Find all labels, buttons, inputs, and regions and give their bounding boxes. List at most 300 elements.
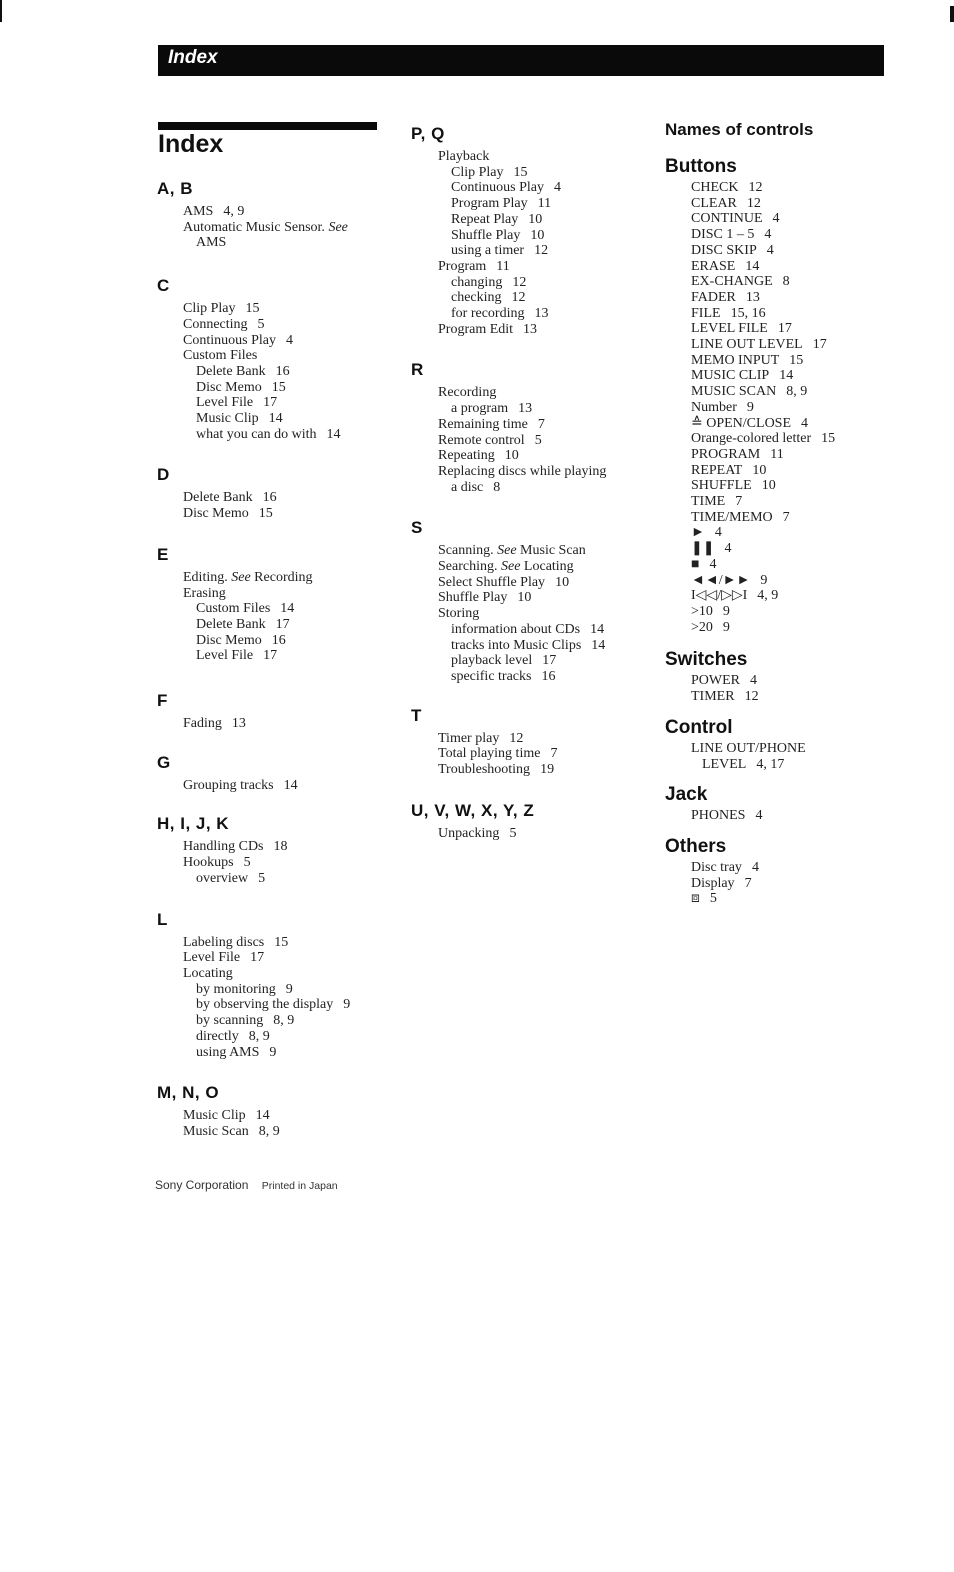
index-entry — [157, 411, 387, 427]
page-number: 5 — [709, 891, 717, 907]
entry-term-continued: Locating — [520, 559, 574, 575]
page-number: 16 — [541, 668, 556, 684]
footer — [155, 1178, 338, 1192]
page-number: 17 — [777, 321, 792, 337]
names-of-controls-column — [662, 120, 922, 907]
page-number: 5 — [509, 825, 517, 841]
control-name: Disc tray — [691, 859, 742, 875]
control-name: LINE OUT LEVEL — [691, 337, 803, 353]
control-entry — [662, 447, 922, 463]
index-section — [411, 123, 646, 337]
page-number: 17 — [250, 950, 265, 966]
control-name: DISC SKIP — [691, 242, 757, 258]
index-entry — [157, 1029, 387, 1045]
section-letter-heading: F — [157, 691, 168, 711]
header-bar — [158, 45, 884, 76]
entry-term: by observing the display — [196, 997, 334, 1013]
see-reference: See — [497, 543, 517, 559]
index-entry — [157, 1124, 387, 1140]
page-number: 4 — [714, 525, 722, 541]
index-entry — [411, 149, 646, 165]
entry-term: Storing — [438, 606, 480, 622]
index-entry — [157, 1108, 387, 1124]
index-entry — [411, 212, 646, 228]
index-entry — [411, 653, 646, 669]
page-number: 12 — [744, 689, 759, 705]
index-entry — [411, 322, 646, 338]
page-number: 12 — [746, 195, 761, 211]
control-name: ≙ OPEN/CLOSE — [691, 415, 792, 431]
index-section — [157, 464, 387, 521]
index-section — [157, 690, 387, 732]
index-entry — [157, 220, 387, 236]
entry-list — [157, 716, 387, 732]
page-number: 4, 9 — [223, 204, 245, 219]
page-number: 9 — [760, 572, 768, 588]
control-entry — [662, 557, 922, 573]
page-number: 14 — [283, 777, 298, 793]
entry-term: directly — [196, 1028, 239, 1044]
page-number: 13 — [518, 401, 533, 417]
section-letter-heading: T — [411, 705, 422, 725]
entry-term: Editing. — [183, 569, 232, 585]
control-name: PROGRAM — [691, 446, 761, 462]
section-letter-heading: L — [157, 909, 168, 929]
entry-term: a program — [451, 401, 509, 417]
page-number: 15 — [513, 164, 528, 180]
entry-term: Unpacking — [438, 825, 500, 841]
entry-term: Program Play — [451, 196, 528, 212]
control-name: TIME — [691, 494, 726, 510]
control-entry — [662, 510, 922, 526]
index-section — [411, 517, 646, 684]
control-name: ◄◄/►► — [691, 572, 751, 588]
entry-term: Music Clip — [183, 1108, 246, 1124]
entry-term: Recording — [438, 385, 497, 401]
index-entry — [157, 235, 387, 251]
page-number: 5 — [243, 855, 251, 871]
entry-term: Automatic Music Sensor. — [183, 219, 329, 235]
page-number: 11 — [770, 446, 784, 462]
entry-term: Level File — [196, 648, 254, 664]
section-letter-heading: C — [157, 276, 170, 296]
control-name: FILE — [691, 305, 721, 321]
entry-term: Clip Play — [183, 301, 236, 317]
index-entry — [157, 586, 387, 602]
control-entry — [662, 588, 922, 604]
page-number: 9 — [269, 1044, 277, 1060]
page-number: 14 — [779, 368, 794, 384]
entry-term: tracks into Music Clips — [451, 637, 582, 653]
index-section — [157, 275, 387, 442]
entry-term: using AMS — [196, 1044, 260, 1060]
page-number: 13 — [231, 716, 246, 732]
page-number: 7 — [735, 494, 743, 510]
control-name: TIME/MEMO — [691, 509, 773, 525]
index-entry — [411, 731, 646, 747]
page-number: 17 — [263, 648, 278, 664]
entry-term: Labeling discs — [183, 934, 265, 950]
title-rule — [158, 122, 377, 130]
page-number: 15 — [789, 352, 804, 368]
page-number: 9 — [746, 399, 754, 415]
page-number: 8, 9 — [273, 1013, 295, 1029]
entry-term: Handling CDs — [183, 839, 264, 855]
index-entry — [411, 243, 646, 259]
entry-term: Fading — [183, 716, 222, 732]
control-entry — [662, 384, 922, 400]
control-name: CONTINUE — [691, 211, 763, 227]
control-entry — [662, 689, 922, 705]
page-number: 17 — [275, 616, 290, 632]
index-entry — [411, 559, 646, 575]
index-entry — [411, 385, 646, 401]
control-entry — [662, 525, 922, 541]
control-name: ⧈ — [691, 891, 700, 907]
page-number: 4 — [751, 859, 759, 875]
control-name: Number — [691, 399, 737, 415]
control-entry — [662, 274, 922, 290]
control-entry — [662, 860, 922, 876]
entry-list — [157, 839, 387, 886]
entry-term: Connecting — [183, 316, 248, 332]
entry-term: Shuffle Play — [438, 590, 508, 606]
control-entry — [662, 891, 922, 907]
controls-group-heading: Jack — [665, 784, 708, 806]
control-entry — [662, 290, 922, 306]
control-entry — [662, 196, 922, 212]
entry-term: Continuous Play — [451, 180, 544, 196]
section-letter-heading: A, B — [157, 179, 193, 198]
index-section — [411, 705, 646, 778]
page-number: 17 — [542, 653, 557, 669]
index-entry — [411, 275, 646, 291]
entry-term: Level File — [183, 950, 241, 966]
entry-term: Select Shuffle Play — [438, 574, 546, 590]
page-number: 5 — [257, 316, 265, 332]
entry-term: Delete Bank — [196, 363, 266, 379]
control-entry — [662, 494, 922, 510]
index-entry — [157, 1045, 387, 1061]
control-entry — [662, 573, 922, 589]
control-entry — [662, 431, 922, 447]
entry-term: Timer play — [438, 730, 500, 746]
page-number: 10 — [761, 478, 776, 494]
index-entry — [157, 982, 387, 998]
control-name: >20 — [691, 619, 713, 635]
control-entry — [662, 243, 922, 259]
page-number: 13 — [523, 321, 538, 337]
control-name: EX-CHANGE — [691, 274, 773, 290]
control-name: ► — [691, 525, 705, 541]
index-entry — [157, 716, 387, 732]
controls-group — [662, 836, 922, 907]
index-entry — [411, 606, 646, 622]
entry-list — [411, 543, 646, 684]
index-entry — [157, 633, 387, 649]
index-entry — [411, 622, 646, 638]
controls-group-heading: Switches — [665, 649, 748, 671]
entry-term: Grouping tracks — [183, 777, 274, 793]
section-letter-heading: G — [157, 752, 171, 772]
control-name: CHECK — [691, 180, 739, 195]
page-number: 4 — [772, 211, 780, 227]
page-number: 4 — [285, 332, 293, 348]
page-number: 4 — [709, 556, 717, 572]
index-entry — [157, 950, 387, 966]
index-entry — [411, 590, 646, 606]
control-entry — [662, 741, 922, 757]
control-entry — [662, 876, 922, 892]
page-number: 14 — [590, 621, 605, 637]
control-name: MUSIC SCAN — [691, 384, 777, 400]
index-section — [157, 752, 387, 794]
page-number: 7 — [744, 875, 752, 891]
page-number: 8, 9 — [248, 1028, 270, 1044]
page-number: 9 — [722, 603, 730, 619]
entry-term: by monitoring — [196, 981, 276, 997]
entry-term: using a timer — [451, 243, 525, 259]
control-name: >10 — [691, 603, 713, 619]
control-name: DISC 1 – 5 — [691, 227, 755, 243]
index-entry — [411, 826, 646, 842]
page-number: 7 — [537, 416, 545, 432]
control-entry — [662, 416, 922, 432]
page-number: 10 — [530, 227, 545, 243]
entry-term: Repeat Play — [451, 211, 519, 227]
index-entry — [411, 228, 646, 244]
entry-term: Locating — [183, 965, 233, 981]
control-entry — [662, 808, 922, 824]
entry-list — [157, 490, 387, 521]
index-entry — [157, 317, 387, 333]
section-letter-heading: U, V, W, X, Y, Z — [411, 800, 535, 820]
entry-term: a disc — [451, 479, 484, 495]
index-section — [411, 800, 646, 842]
page-number: 4 — [766, 242, 774, 258]
control-entry — [662, 541, 922, 557]
entry-term-continued: Music Scan — [516, 543, 586, 559]
page-number: 15 — [271, 379, 286, 395]
entry-term: specific tracks — [451, 668, 532, 684]
entry-term: overview — [196, 870, 249, 886]
index-section — [411, 359, 646, 495]
entry-term: Music Clip — [196, 411, 259, 427]
page-number: 15 — [258, 506, 273, 522]
page-number: 12 — [511, 290, 526, 306]
control-name: SHUFFLE — [691, 478, 752, 494]
index-entry — [157, 966, 387, 982]
page-number: 15 — [821, 431, 836, 447]
page-number: 16 — [262, 490, 277, 506]
index-entry — [157, 506, 387, 522]
page-number: 11 — [496, 258, 510, 274]
control-name: MUSIC CLIP — [691, 368, 770, 384]
page-number: 15 — [245, 301, 260, 317]
index-entry — [157, 364, 387, 380]
entry-list — [157, 778, 387, 794]
entry-term: Level File — [196, 395, 254, 411]
control-name: ■ — [691, 556, 700, 572]
entry-list — [157, 204, 387, 251]
entry-term: AMS — [183, 204, 214, 219]
entry-term: Playback — [438, 149, 490, 164]
page-number: 11 — [537, 196, 552, 212]
control-name: REPEAT — [691, 462, 743, 478]
control-name: Display — [691, 875, 735, 891]
see-reference: See — [231, 569, 251, 585]
entry-term: what you can do with — [196, 426, 317, 442]
index-entry — [157, 380, 387, 396]
entry-term: changing — [451, 274, 503, 290]
index-column-2 — [411, 123, 646, 842]
names-of-controls-title: Names of controls — [665, 120, 814, 139]
page-number: 4, 17 — [756, 756, 785, 772]
index-section — [157, 178, 387, 251]
entry-list — [157, 1108, 387, 1139]
page-number: 14 — [326, 426, 341, 442]
page-number: 4 — [755, 808, 763, 824]
page-number: 13 — [534, 306, 549, 322]
entry-term: Shuffle Play — [451, 227, 521, 243]
controls-group-heading: Control — [665, 716, 733, 738]
controls-group — [662, 156, 922, 635]
index-entry — [157, 778, 387, 794]
control-entry — [662, 620, 922, 636]
page-number: 9 — [285, 981, 293, 997]
page-number: 10 — [555, 574, 570, 590]
entry-term: Scanning. — [438, 543, 498, 559]
index-entry — [411, 259, 646, 275]
page-number: 4 — [750, 673, 757, 689]
page-number: 14 — [280, 601, 295, 617]
index-entry — [411, 306, 646, 322]
index-entry — [157, 935, 387, 951]
index-entry — [157, 839, 387, 855]
entry-term: Remaining time — [438, 416, 528, 432]
control-name: LEVEL — [702, 756, 747, 772]
entry-term: Disc Memo — [183, 506, 249, 522]
control-entry — [662, 306, 922, 322]
page-number: 13 — [745, 289, 760, 305]
controls-group — [662, 784, 922, 824]
entry-term: information about CDs — [451, 621, 581, 637]
controls-group-heading: Others — [665, 835, 727, 857]
section-letter-heading: R — [411, 360, 424, 380]
section-letter-heading: M, N, O — [157, 1083, 220, 1103]
entry-list — [157, 570, 387, 664]
controls-group — [662, 717, 922, 772]
page-number: 15 — [274, 934, 289, 950]
page-number: 10 — [504, 448, 519, 464]
page-number: 8, 9 — [258, 1123, 280, 1139]
entry-term: Hookups — [183, 855, 234, 871]
page-number: 4 — [801, 415, 809, 431]
page-number: 17 — [812, 337, 827, 353]
index-entry — [157, 301, 387, 317]
page-number: 10 — [752, 462, 767, 478]
control-entry — [662, 337, 922, 353]
index-entry — [411, 433, 646, 449]
control-name: TIMER — [691, 689, 735, 705]
see-reference: See — [328, 219, 348, 235]
index-entry — [411, 575, 646, 591]
control-entry — [662, 673, 922, 689]
index-entry — [157, 204, 387, 220]
index-entry — [411, 638, 646, 654]
index-section — [157, 1082, 387, 1139]
index-entry — [157, 395, 387, 411]
index-entry — [411, 180, 646, 196]
index-entry — [411, 746, 646, 762]
entry-term: Repeating — [438, 448, 495, 464]
index-entry — [411, 196, 646, 212]
page-number: 14 — [268, 411, 283, 427]
control-entry — [662, 227, 922, 243]
index-entry — [157, 648, 387, 664]
entry-term: Remote control — [438, 432, 525, 448]
control-name: Orange-colored letter — [691, 431, 812, 447]
entry-term: Delete Bank — [196, 616, 266, 632]
page-number: 8, 9 — [786, 384, 808, 400]
entry-term: Music Scan — [183, 1123, 249, 1139]
control-name: ERASE — [691, 258, 736, 274]
page-number: 8 — [493, 479, 501, 495]
control-name: ❚❚ — [691, 541, 715, 557]
page-number: 9 — [343, 997, 351, 1013]
index-section — [157, 909, 387, 1061]
index-entry — [411, 165, 646, 181]
section-letter-heading: E — [157, 544, 169, 564]
entry-term: Custom Files — [183, 348, 258, 364]
section-letter-heading: D — [157, 465, 170, 485]
index-entry — [157, 490, 387, 506]
control-entry — [662, 259, 922, 275]
control-name: MEMO INPUT — [691, 352, 780, 368]
index-section — [157, 544, 387, 664]
control-entry — [662, 478, 922, 494]
entry-term: Custom Files — [196, 601, 271, 617]
page-number: 5 — [534, 432, 542, 448]
control-entry — [662, 400, 922, 416]
control-name: PHONES — [691, 808, 746, 824]
index-entry — [411, 290, 646, 306]
page-number: 7 — [550, 746, 558, 762]
index-section — [157, 813, 387, 886]
index-entry — [157, 871, 387, 887]
header-bar-title: Index — [168, 47, 218, 68]
page-number: 12 — [512, 274, 527, 290]
controls-group-heading: Buttons — [665, 156, 737, 177]
page-title: Index — [158, 130, 224, 158]
index-entry — [157, 617, 387, 633]
entry-term: Troubleshooting — [438, 762, 531, 778]
control-entry — [662, 353, 922, 369]
see-reference: See — [500, 559, 521, 575]
page-number: 17 — [263, 395, 278, 411]
footer-printed: Printed in Japan — [261, 1180, 338, 1192]
page-number: 15, 16 — [730, 305, 766, 321]
index-entry — [411, 669, 646, 685]
control-name: LINE OUT/PHONE — [691, 740, 806, 756]
index-entry — [157, 997, 387, 1013]
index-entry — [157, 348, 387, 364]
entry-term: for recording — [451, 306, 525, 322]
page-edge-mark — [0, 0, 2, 22]
control-name: POWER — [691, 673, 740, 689]
index-entry — [157, 333, 387, 349]
entry-term-continued: Recording — [250, 569, 313, 585]
